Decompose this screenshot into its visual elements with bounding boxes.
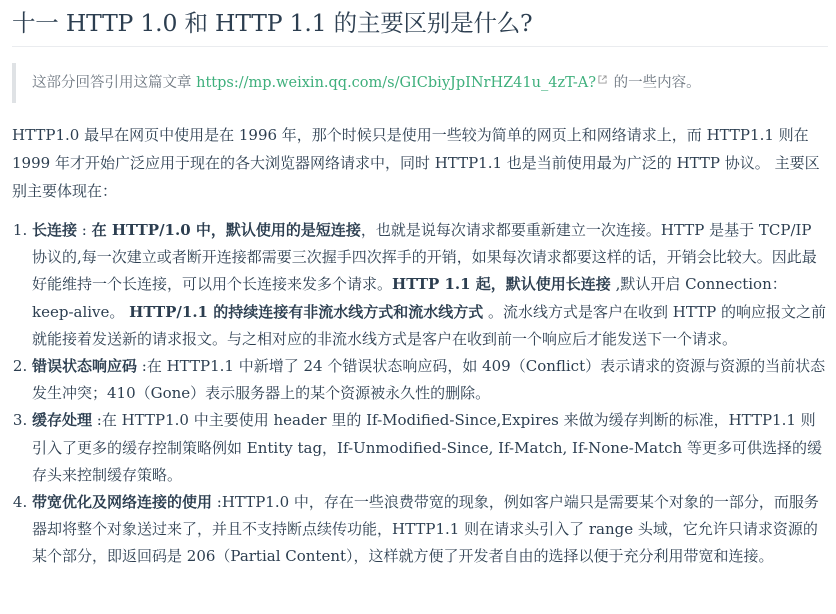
item-text: : bbox=[77, 221, 92, 239]
difference-list bbox=[12, 217, 828, 571]
item-heading: 带宽优化及网络连接的使用 bbox=[32, 493, 213, 512]
item-text: :在 HTTP1.0 中主要使用 header 里的 If-Modified-Since,Expires 来做为缓存判断的标准，HTTP1.1 则引入了更多的缓存控制策略例如 Entity tag，If-Unmodified-Since, If-Match, If-None-Match 等更多可供选择的缓存头来控制缓存策略。 bbox=[32, 411, 822, 484]
item-emphasis: HTTP 1.1 起，默认使用长连接 bbox=[392, 275, 611, 294]
page-title: 十一 HTTP 1.0 和 HTTP 1.1 的主要区别是什么? bbox=[12, 0, 828, 47]
item-heading: 错误状态响应码 bbox=[32, 357, 138, 376]
item-emphasis: HTTP/1.1 的持续连接有非流水线方式和流水线方式 bbox=[129, 302, 484, 321]
item-text: ，也就是说每次请求都要重新建立一次连接。HTTP 是基于 TCP/IP 协议的,每一次建立或者断开连接都需要三次握手四次挥手的开销，如果每次请求都要这样的话，开销会比较大。因此最好能维持一个长连接，可以用个长连接来发多个请求。 bbox=[32, 221, 817, 294]
external-link-icon bbox=[598, 75, 607, 84]
list-item-status-codes bbox=[32, 353, 828, 407]
item-heading: 长连接 bbox=[32, 221, 78, 239]
source-note bbox=[12, 63, 828, 103]
list-item-keep-alive bbox=[32, 217, 828, 353]
source-prefix: 这部分回答引用这篇文章 bbox=[32, 75, 197, 91]
list-item-caching bbox=[32, 407, 828, 489]
item-text: :在 HTTP1.1 中新增了 24 个错误状态响应码，如 409（Conflict）表示请求的资源与资源的当前状态发生冲突；410（Gone）表示服务器上的某个资源被永久性的删除。 bbox=[32, 357, 826, 403]
intro-paragraph: HTTP1.0 最早在网页中使用是在 1996 年，那个时候只是使用一些较为简单的网页上和网络请求上，而 HTTP1.1 则在 1999 年才开始广泛应用于现在的各大浏览器网络请求中，同时 HTTP1.1 也是当前使用最为广泛的 HTTP 协议。 主要区别主要体现在： bbox=[12, 126, 820, 200]
item-text: 。流水线方式是客户在收到 HTTP 的响应报文之前就能接着发送新的请求报文。与之相对应的非流水线方式是客户在收到前一个响应后才能发送下一个请求。 bbox=[32, 302, 826, 348]
item-text: :HTTP1.0 中，存在一些浪费带宽的现象，例如客户端只是需要某个对象的一部分，而服务器却将整个对象送过来了，并且不支持断点续传功能，HTTP1.1 则在请求头引入了 range 头域，它允许只请求资源的某个部分，即返回码是 206（Partial Content），这样就方便了开发者自由的选择以便于充分利用带宽和连接。 bbox=[32, 493, 819, 566]
list-item-bandwidth bbox=[32, 489, 828, 571]
item-text: ,默认开启 Connection： keep-alive。 bbox=[32, 275, 787, 321]
source-link[interactable]: https://mp.weixin.qq.com/s/GICbiyJpINrHZ41u_4zT-A? bbox=[196, 75, 597, 91]
source-suffix: 的一些内容。 bbox=[609, 75, 701, 91]
item-emphasis: 在 HTTP/1.0 中，默认使用的是短连接 bbox=[91, 221, 361, 239]
item-heading: 缓存处理 bbox=[32, 411, 93, 430]
